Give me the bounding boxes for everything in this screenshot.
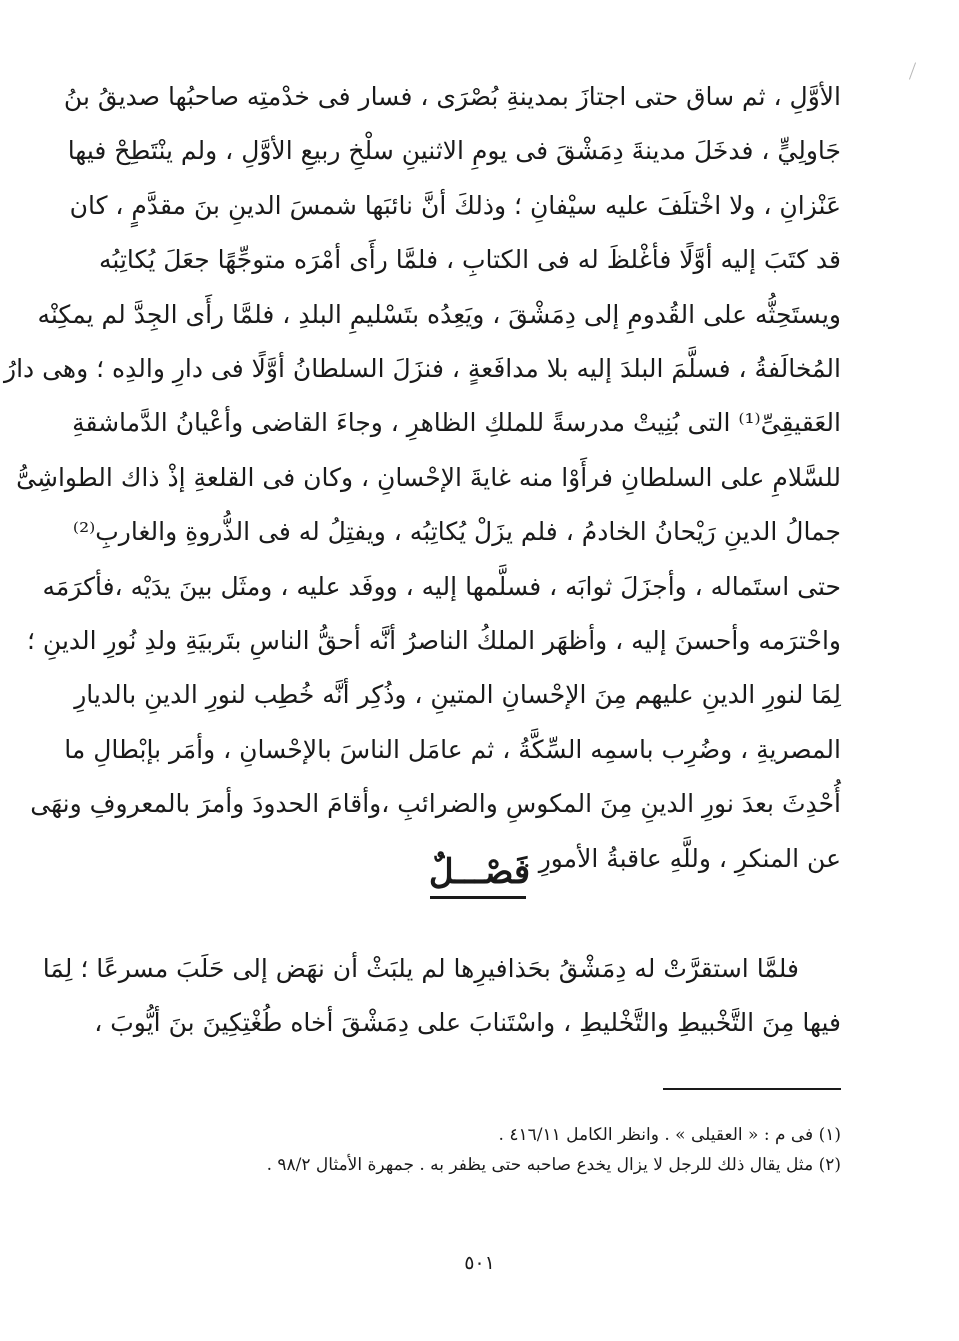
text-line: لِمَا لنورِ الدينِ عليهم مِنَ الإحْسانِ المتينِ ، وذُكِر أنَّه خُطِب لنورِ الدينِ بالديارِ <box>74 680 841 710</box>
text-line: حتى استَماله ، وأجزَلَ ثوابَه ، فسلَّمها إليه ، ووفَد عليه ، ومثَل بينَ يدَيْه ،فأكرَمَه <box>42 571 841 601</box>
page-number: ٥٠١ <box>464 1252 495 1274</box>
text-line: قد كتَبَ إليه أوَّلًا فأغْلظَ له فى الكتابِ ، فلمَّا رأَى أمْرَه متوجِّهًا جعَلَ يُكاتِبُه <box>99 245 841 275</box>
text-line: فيها مِنَ التَّخْبيطِ والتَّخْليطِ ، واسْتَنابَ على دِمَشْقَ أخاه طُغْتِكِينَ بنَ أيُّوبَ ، <box>94 1008 841 1038</box>
heading-underline <box>430 896 526 899</box>
text-line: عن المنكرِ ، وللَّهِ عاقبةُ الأمورِ . <box>522 843 841 873</box>
text-line: للسَّلامِ على السلطانِ فرأَوْا منه غايةَ الإحْسانِ ، وكان فى القلعةِ إذْ ذاك الطواشِىُّ <box>16 462 841 492</box>
text-line: أُحْدِثَ بعدَ نورِ الدينِ مِنَ المكوسِ والضرائبِ ،وأقامَ الحدودَ وأمرَ بالمعروفِ ونهَى <box>30 789 841 819</box>
text-line: ويستَحِثُّه على القُدومِ إلى دِمَشْقَ ، ويَعِدُه بتَسْليمِ البلدِ ، فلمَّا رأَى الجِدَّ لم يمكِنْه <box>37 299 841 329</box>
footnote: (١) فى م : « العقيلى » . وانظر الكامل ٤١٦/١١ . <box>498 1125 841 1145</box>
text-line: جَاولِيٍّ ، فدخَلَ مدينةَ دِمَشْقَ فى يومِ الاثنينِ سلْخِ ربيعِ الأوَّلِ ، ولم ينْتَطِحْ فيها <box>67 136 841 166</box>
text-line: فلمَّا استقرَّتْ له دِمَشْقُ بحَذافيرِها لم يلبَثْ أن نهَض إلى حَلَبَ مسرعًا ؛ لِمَا <box>42 954 799 983</box>
footnote: (٢) مثل يقال ذلك للرجل لا يزال يخدع صاحبه حتى يظفر به . جمهرة الأمثال ٩٨/٢ . <box>266 1155 841 1175</box>
section-heading: فَصْـــلٌ <box>428 852 531 892</box>
text-line: واحْترَمه وأحسنَ إليه ، وأظهَر الملكُ الناصرُ أنَّه أحقُّ الناسِ بتَربيَةِ ولدِ نُورِ الدينِ ؛ <box>27 626 841 656</box>
text-line: العَقيقِىِّ⁽¹⁾ التى بُنِيتْ مدرسةً للملكِ الظاهرِ ، وجاءَ القاضى وأعْيانُ الدَّماشقةِ <box>72 408 841 438</box>
main-paragraph <box>4 70 841 886</box>
text-line: الأوَّلِ ، ثم ساق حتى اجتازَ بمدينةِ بُصْرَى ، فسار فى خدْمتِه صاحبُها صديقُ بنُ <box>63 82 841 111</box>
margin-mark <box>909 62 916 79</box>
section-paragraph <box>42 942 841 1051</box>
text-line: المُخالَفةُ ، فسلَّمَ البلدَ إليه بلا مدافَعةٍ ، فنزَلَ السلطانُ أوَّلًا فى دارِ والدِه ؛ وهى دارُ <box>4 354 841 384</box>
footnote-divider <box>663 1088 841 1090</box>
text-line: عَنْزانِ ، ولا اخْتلَفَ عليه سيْفانِ ؛ وذلكَ أنَّ نائبَها شمسَ الدينِ بنَ مقدَّمٍ ، كان <box>69 190 841 220</box>
text-line: المصريةِ ، وضُرِب باسمِه السِّكَّةُ ، ثم عامَل الناسَ بالإحْسانِ ، وأمَر بإبْطالِ ما <box>64 734 841 764</box>
text-line: جمالُ الدينِ رَيْحانُ الخادمُ ، فلم يزَلْ يُكاتِبُه ، ويفتِلُ له فى الذُّروةِ والغاربِ⁽²⁾ <box>72 517 841 547</box>
footnotes <box>123 1120 841 1180</box>
